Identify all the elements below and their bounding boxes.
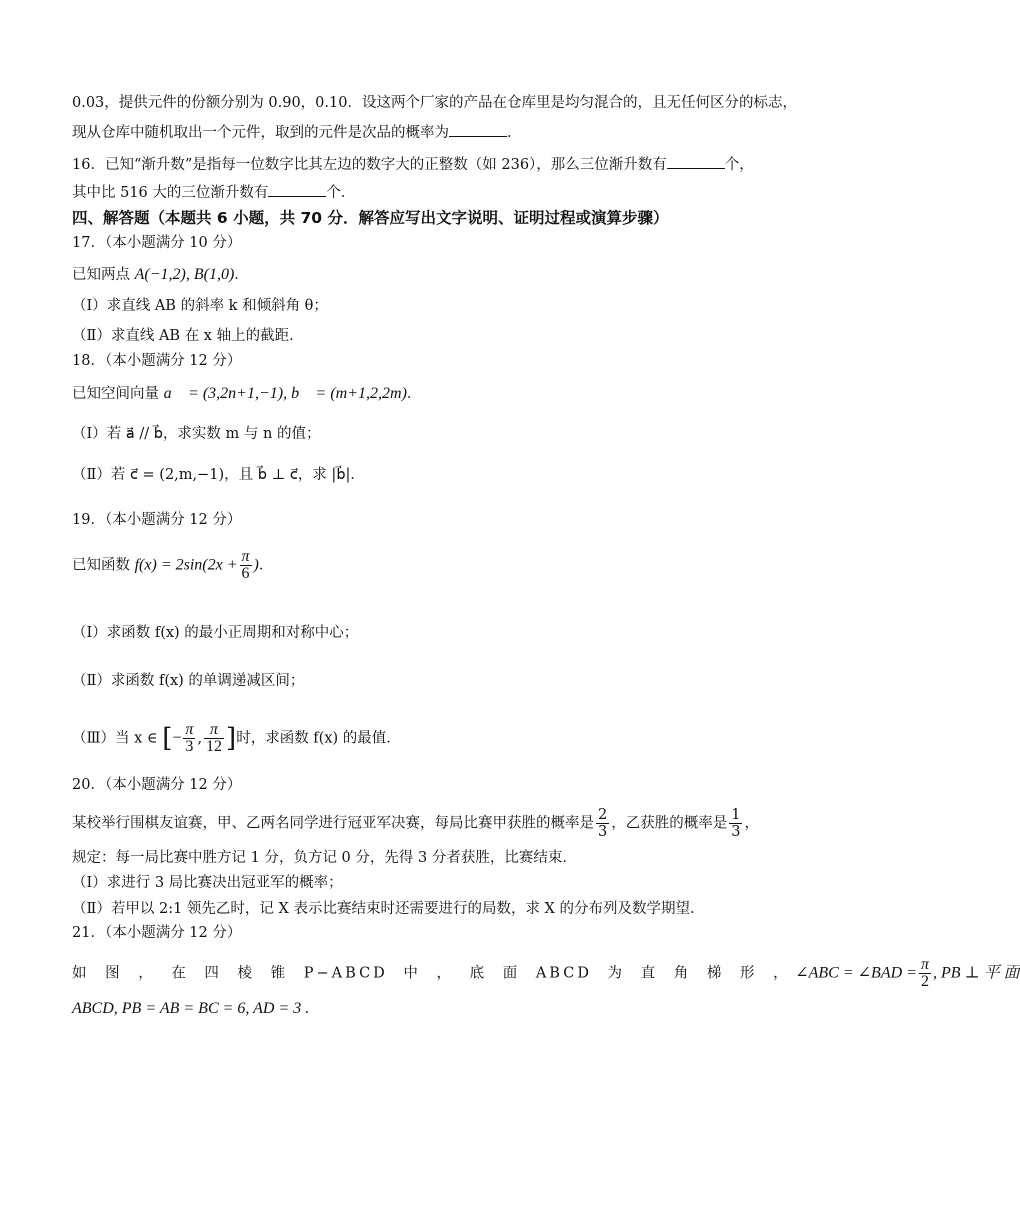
pi-over-12-fraction: $\frac{\pi}{12}$ bbox=[206, 721, 223, 755]
q20-stem-line2: 规定：每一局比赛中胜方记 1 分，负方记 0 分，先得 3 分者获胜，比赛结束． bbox=[72, 850, 577, 866]
q20-stem-text: 某校举行围棋友谊赛，甲、乙两名同学进行冠亚军决赛，每局比赛甲获胜的概率是 bbox=[72, 815, 594, 832]
section-title: 四、解答题（本题共 6 小题，共 70 分．解答应写出文字说明、证明过程或演算步骤） bbox=[72, 209, 669, 227]
q17-stem-text: 已知两点 bbox=[72, 267, 130, 283]
q17-header: 17．（本小题满分 10 分） bbox=[72, 235, 242, 251]
q17-stem-end: ． bbox=[234, 267, 249, 283]
q16-line2 bbox=[72, 182, 355, 204]
answer-blank bbox=[667, 154, 725, 169]
one-third-fraction: $\frac{1}{3}$ bbox=[731, 807, 741, 840]
q19-stem-text: 已知函数 bbox=[72, 557, 130, 574]
answer-blank bbox=[268, 182, 326, 197]
q18-stem-math: a⃗ = (3,2n+1,−1), b⃗ = (m+1,2,2m) bbox=[163, 385, 407, 402]
q18-stem-end: ． bbox=[406, 386, 422, 402]
q17-stem-math: A(−1,2), B(1,0) bbox=[134, 266, 235, 283]
answer-blank bbox=[449, 122, 507, 137]
right-bracket: ] bbox=[226, 723, 237, 754]
q19-part3-end: 时，求函数 f(x) 的最值． bbox=[236, 730, 401, 747]
q20-stem bbox=[72, 807, 759, 840]
q16-line1 bbox=[72, 154, 754, 176]
q21-header: 21．（本小题满分 12 分） bbox=[72, 925, 242, 941]
q20-header: 20．（本小题满分 12 分） bbox=[72, 777, 242, 793]
q16-text2-end: 个． bbox=[326, 185, 356, 201]
q17-part1: （Ⅰ）求直线 AB 的斜率 k 和倾斜角 θ； bbox=[72, 298, 328, 314]
q15-line1: 0.03，提供元件的份额分别为 0.90，0.10．设这两个厂家的产品在仓库里是均匀混合的，且无任何区分的标志， bbox=[72, 95, 797, 111]
q18-stem bbox=[72, 383, 421, 405]
q21-stem bbox=[72, 957, 1020, 990]
q20-stem-end: ， bbox=[744, 815, 759, 832]
q20-part1: （Ⅰ）求进行 3 局比赛决出冠亚军的概率； bbox=[72, 875, 343, 891]
pi-over-6-fraction: $\frac{\pi}{6}$ bbox=[241, 548, 250, 582]
q16-text2: 其中比 516 大的三位渐升数有 bbox=[72, 185, 269, 201]
pi-over-3-fraction: $\frac{\pi}{3}$ bbox=[185, 721, 194, 755]
q19-header: 19．（本小题满分 12 分） bbox=[72, 512, 242, 528]
q18-stem-text: 已知空间向量 bbox=[72, 386, 159, 402]
q18-part1: （Ⅰ）若 a⃗ // b⃗，求实数 m 与 n 的值； bbox=[72, 426, 321, 442]
q19-stem-math: f(x) = 2sin(2x + bbox=[134, 556, 238, 574]
q19-part3-text: （Ⅲ）当 x ∈ bbox=[72, 730, 158, 747]
q21-stem-line2: ABCD, PB = AB = BC = 6, AD = 3 . bbox=[72, 1000, 310, 1017]
q16-text: 16．已知“渐升数”是指每一位数字比其左边的数字大的正整数（如 236），那么三位渐升数有 bbox=[72, 157, 667, 173]
q19-part1: （Ⅰ）求函数 f(x) 的最小正周期和对称中心； bbox=[72, 625, 359, 641]
q15-text: 现从仓库中随机取出一个元件，取到的元件是次品的概率为 bbox=[72, 125, 449, 141]
q18-header: 18．（本小题满分 12 分） bbox=[72, 353, 242, 369]
q19-stem-end: ． bbox=[258, 557, 274, 574]
q15-end: ． bbox=[507, 125, 522, 141]
q21-stem-text: 如 图 ， 在 四 棱 锥 P−ABCD 中 ， 底 面 ABCD 为 直 角 梯 形 ， bbox=[72, 965, 791, 982]
q19-part2: （Ⅱ）求函数 f(x) 的单调递减区间； bbox=[72, 673, 305, 689]
q17-stem bbox=[72, 264, 249, 286]
q21-stem-math: ∠ABC = ∠BAD = bbox=[795, 964, 917, 982]
q19-part3: （Ⅲ）当 x ∈ [− $\frac{\pi}{3}$ , $\frac{\pi}{12}$ ]时，求函数 f(x) 的最值． bbox=[72, 721, 401, 755]
q20-stem-text2: ，乙获胜的概率是 bbox=[611, 815, 728, 832]
q19-stem bbox=[72, 549, 273, 582]
q20-part2: （Ⅱ）若甲以 2:1 领先乙时，记 X 表示比赛结束时还需要进行的局数，求 X 的分布列及数学期望． bbox=[72, 901, 705, 917]
q18-part2: （Ⅱ）若 c⃗ = (2,m,−1)，且 b⃗ ⊥ c⃗，求 |b⃗|． bbox=[72, 467, 365, 483]
left-bracket: [ bbox=[162, 723, 173, 754]
two-thirds-fraction: $\frac{2}{3}$ bbox=[598, 807, 608, 840]
q16-text-end: 个， bbox=[724, 157, 754, 173]
q15-line2 bbox=[72, 122, 522, 144]
q21-stem-math2: , PB ⊥ 平 面 bbox=[932, 964, 1020, 982]
q17-part2: （Ⅱ）求直线 AB 在 x 轴上的截距． bbox=[72, 328, 304, 344]
q19-stem-close: ) bbox=[253, 556, 259, 574]
pi-over-2-fraction: $\frac{\pi}{2}$ bbox=[920, 956, 929, 990]
